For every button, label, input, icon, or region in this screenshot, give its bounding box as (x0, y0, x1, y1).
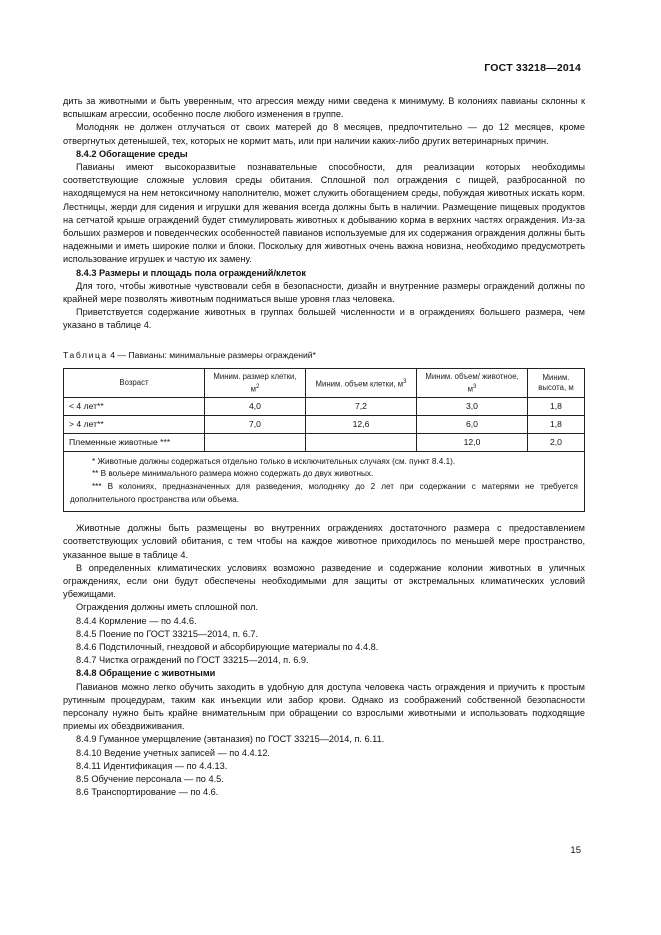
cell-value: 12,0 (417, 433, 528, 451)
list-item: 8.4.11 Идентификация — по 4.4.13. (76, 760, 228, 771)
paragraph: дить за животными и быть уверенным, что агрессия между ними сведена к минимуму. В колониях павианы склонны к вспышкам агрессии, особенно после любого изменения в группе. (63, 96, 585, 120)
paragraph: Приветствуется содержание животных в группах большей численности и в ограждениях большего размера, чем указано в таблице 4. (63, 307, 585, 331)
paragraph: Павианы имеют высокоразвитые познавательные способности, для реализации которых необходимы соответствующие сложные условия среды обитания. Сплошной пол ограждения с пищей, разбросанной по находящемуся на нем нетоксичному наполнителю, может служить обогащением среды, побуждая животных искать корм. Лестницы, жерди для сидения и игрушки для жевания всегда должны быть в наличии. Размещение пищевых продуктов на сетчатой крыше ограждений будет стимулировать животных к добыванию корма в верхних частях ограждения. Из-за больших размеров и поведенческих особенностей павианов используемые для их содержания ограждения должны быть надежными и иметь широкие полки и блоки. Поскольку для животных очень важна новизна, необходимо предусмотреть использование игрушек и частую их замену. (63, 162, 585, 265)
table-header-row (64, 368, 585, 397)
col-header-min-height: Миним. высота, м (528, 368, 585, 397)
col-header-min-volume: Миним. объем клетки, $м^3$ (306, 368, 417, 397)
section-heading-8-4-3: 8.4.3 Размеры и площадь пола ограждений/клеток (76, 267, 307, 278)
table-note: * Животные должны содержаться отдельно только в исключительных случаях (см. пункт 8.4.1). (92, 456, 456, 466)
cell-value: 6,0 (417, 415, 528, 433)
table-row (64, 397, 585, 415)
cell-value (205, 433, 306, 451)
section-heading-8-4-2: 8.4.2 Обогащение среды (76, 148, 188, 159)
list-item: 8.4.9 Гуманное умерщвление (эвтаназия) по ГОСТ 33215—2014, п. 6.11. (76, 734, 385, 745)
standard-header: ГОСТ 33218—2014 (484, 62, 581, 74)
section-heading-8-4-8: 8.4.8 Обращение с животными (76, 668, 216, 679)
table-caption-text: 4 — Павианы: минимальные размеры ограждений* (107, 349, 316, 360)
table-note: *** В колониях, предназначенных для разведения, молодняку до 2 лет при содержании с матерями не требуется дополнительного пространства или объема. (70, 482, 578, 504)
document-body (63, 95, 585, 800)
list-item: 8.4.7 Чистка ограждений по ГОСТ 33215—2014, п. 6.9. (76, 655, 309, 666)
table-row (64, 433, 585, 451)
cell-value: 1,8 (528, 397, 585, 415)
paragraph: Для того, чтобы животные чувствовали себя в безопасности, дизайн и внутренние размеры ограждений должны по крайней мере позволять животным подниматься выше уровня глаз человека. (63, 280, 585, 305)
table-caption (63, 349, 585, 362)
cell-value (306, 433, 417, 451)
paragraph: Павианов можно легко обучить заходить в удобную для доступа человека часть ограждения и приучить к простым рутинным процедурам, таким как инъекции или забор крови. Однако из соображений собственной безопасности персоналу нужно быть крайне внимательным при обращении со взрослыми животными и использовать подходящие приемы их обездвиживания. (63, 681, 585, 732)
table-caption-word: Таблица (63, 349, 108, 360)
table-note: ** В вольере минимального размера можно содержать до двух животных. (92, 469, 374, 479)
paragraph: Ограждения должны иметь сплошной пол. (76, 602, 259, 613)
list-item: 8.4.5 Поение по ГОСТ 33215—2014, п. 6.7. (76, 628, 259, 639)
cell-age: > 4 лет** (64, 415, 205, 433)
cell-age: < 4 лет** (64, 397, 205, 415)
list-item: 8.4.4 Кормление — по 4.4.6. (76, 615, 197, 626)
cell-value: 1,8 (528, 415, 585, 433)
cell-value: 7,2 (306, 397, 417, 415)
list-item: 8.4.6 Подстилочный, гнездовой и абсорбирующие материалы по 4.4.8. (76, 642, 379, 653)
table-row (64, 415, 585, 433)
list-item: 8.6 Транспортирование — по 4.6. (76, 787, 219, 798)
cell-value: 3,0 (417, 397, 528, 415)
col-header-age: Возраст (64, 368, 205, 397)
cell-value: 2,0 (528, 433, 585, 451)
col-header-volume-per-animal: Миним. объем/ животное, $м^3$ (417, 368, 528, 397)
table-notes (64, 451, 585, 511)
paragraph: В определенных климатических условиях возможно разведение и содержание колонии животных в уличных ограждениях, если они будут обеспечены необходимыми для защиты от экстремальных климатических условий убежищами. (63, 562, 585, 600)
page-number: 15 (570, 845, 581, 856)
paragraph: Молодняк не должен отлучаться от своих матерей до 8 месяцев, предпочтительно — до 12 месяцев, кроме отвергнутых детенышей, тех, которых не кормит мать, или при наличии каких-либо других ветеринарных причин. (63, 122, 585, 146)
cell-value: 7,0 (205, 415, 306, 433)
dimensions-table (63, 368, 585, 512)
cell-value: 12,6 (306, 415, 417, 433)
cell-value: 4,0 (205, 397, 306, 415)
col-header-min-size: Миним. размер клетки, $м^2$ (205, 368, 306, 397)
table-notes-row (64, 451, 585, 511)
list-item: 8.4.10 Ведение учетных записей — по 4.4.12. (76, 747, 270, 758)
cell-age: Племенные животные *** (64, 433, 205, 451)
paragraph: Животные должны быть размещены во внутренних ограждениях достаточного размера с предоставлением соответствующих условий обитания, с тем чтобы на каждое животное приходилось по меньшей мере пространство, указанное выше в таблице 4. (63, 523, 585, 560)
list-item: 8.5 Обучение персонала — по 4.5. (76, 774, 224, 785)
